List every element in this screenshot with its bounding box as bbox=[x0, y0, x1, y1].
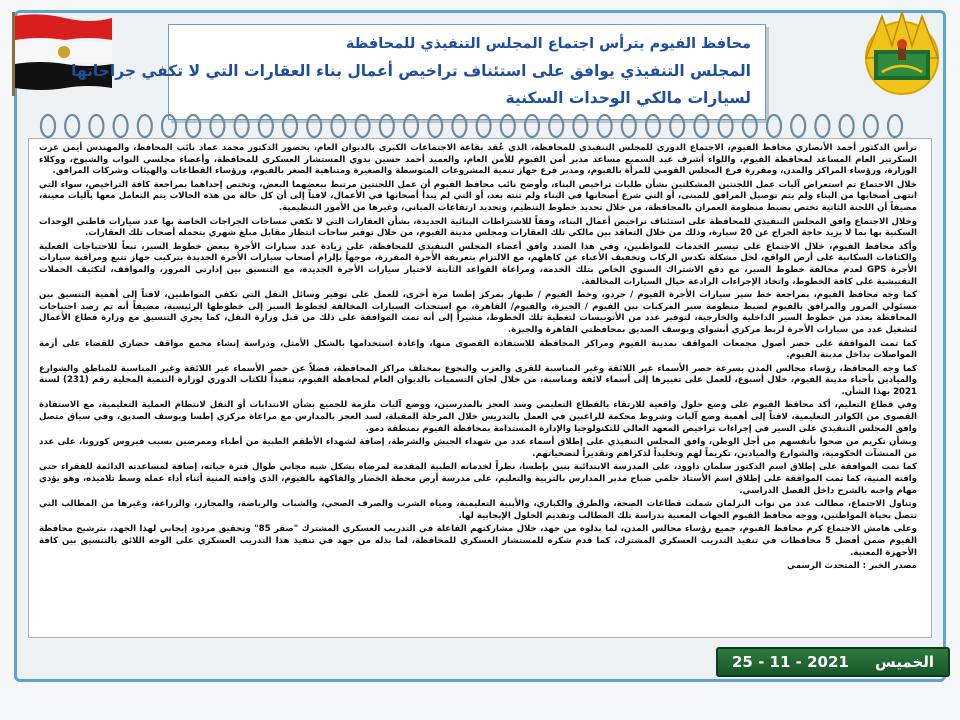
article-body bbox=[28, 138, 932, 638]
spiral-ring bbox=[864, 115, 878, 137]
headline-line-2: المجلس التنفيذي يوافق على استئناف تراخيص أعمال بناء العقارات التي لا تكفي جراجاتها bbox=[71, 62, 751, 80]
article-paragraph-3: وخلال الاجتماع وافق المجلس التنفيذي للمحافظة على استئناف تراخيص أعمال البناء، وفقاً للاشتراطات البنائية الجديدة، بشأن العقارات التي لا تكفي مساحات الجراجات الخاصة بها عدد سيارات قاطني الوحدات السكنية بها بما لا يزيد حاجة الجراج عن 20 سيارة، وذلك من خلال التعاقد بين مالكي تلك العقارات ومجلس مدينة الفيوم، من خلال توفير ساحات انتظار مقابل مبلغ شهري يتحمله أصحاب تلك العقارات. bbox=[39, 216, 917, 239]
spiral-ring bbox=[598, 115, 612, 137]
article-paragraph-12: وعلى هامش الاجتماع كرم محافظ الفيوم، جميع رؤساء مجالس المدن، لما بذلوه من جهد، خلال مشاركتهم الفاعلة في التدريب العسكري المشترك "صقر 85" وتحقيق مردود إيجابي لهذا الجهد، بترشيح محافظة الفيوم ضمن أفضل 5 محافظات في تنفيذ التدريب العسكري المشترك، كما قدم شكره للمستشار العسكري للمحافظة، لما بذله من جهد في تنفيذ هذا التدريب العسكري على الوجه اللائق بالتنسيق بين كافة الأجهزة المعنية. bbox=[39, 524, 917, 558]
spiral-ring bbox=[743, 115, 757, 137]
spiral-ring bbox=[356, 115, 370, 137]
spiral-ring bbox=[767, 115, 781, 137]
spiral-binding-icon bbox=[34, 112, 924, 140]
spiral-ring bbox=[670, 115, 684, 137]
spiral-ring bbox=[888, 115, 902, 137]
article-paragraph-7: كما وجه المحافظ، رؤساء مجالس المدن بسرعة حصر الأسماء غير اللائقة وغير المناسبة للقرى والعزب والنجوع بمختلف مراكز المحافظة، فضلاً عن حصر الأسماء غير اللائقة وغير المناسبة للمناطق والشوارع والميادين بأحياء مدينة الفيوم، خلال أسبوع، للعمل على تغييرها إلى أسماء لائقة ومناسبة، من خلال لجان التسميات بالديوان العام لمحافظة الفيوم، تنفيذاً للكتاب الدوري لوزارة التنمية المحلية رقم (231) لسنة 2021 بهذا الشأن. bbox=[39, 363, 917, 397]
spiral-ring bbox=[477, 115, 491, 137]
spiral-ring bbox=[114, 115, 128, 137]
spiral-ring bbox=[307, 115, 321, 137]
spiral-ring bbox=[259, 115, 273, 137]
article-paragraph-6: كما تمت الموافقة على حصر أصول مجمعات المواقف بمدينة الفيوم ومراكز المحافظة للاستفادة القصوى منها، وإعادة استخدامها بالشكل الأمثل، ودراسة إنشاء مجمع مواقف حضاري للقضاء على أزمة المواصلات بداخل مدينة الفيوم. bbox=[39, 338, 917, 361]
spiral-ring bbox=[162, 115, 176, 137]
spiral-ring bbox=[235, 115, 249, 137]
spiral-ring bbox=[791, 115, 805, 137]
headline-box bbox=[71, 24, 766, 120]
article-paragraph-1: ترأس الدكتور أحمد الأنصاري محافظ الفيوم، الاجتماع الدوري للمجلس التنفيذي للمحافظة، الذي عُقد بقاعة الاجتماعات الكبرى بالديوان العام، بحضور الدكتور محمد عماد نائب المحافظ، والمهندس أيمن عزت السكرتير العام المساعد لمحافظة الفيوم، واللواء أشرف عبد السميع مساعد مدير أمن الفيوم للأمن العام، والعميد أحمد حسين بدوي المستشار العسكري للمحافظة، وأعضاء مجلسي النواب والشيوخ، ووكلاء الوزارة، ورؤساء المراكز والمدن، ومقررة فرع المجلس القومي للمرأة بالفيوم، ومدير فرع جهاز تنمية المشروعات المتوسطة والصغيرة ومتناهية الصغر بالفيوم، ورؤساء القطاعات والهيئات وشركات المرافق. bbox=[39, 143, 917, 177]
spiral-ring bbox=[138, 115, 152, 137]
article-paragraph-8: وفي قطاع التعليم، أكد محافظ الفيوم على وضع حلول واقعية للارتقاء بالقطاع التعليمي وسد العجز بالمدرسين، ووضع آليات ملزمة للجميع بشأن الانتدابات أو النقل لانتظام العملية التعليمية، مع الاستفادة القصوى من الكوادر التعليمية، لافتاً إلى أهمية وضع آليات وشروط محكمة للراغبين في العمل بالتدريس خلال المرحلة المقبلة، لسد العجز بالمدارس مع مراعاة مركزي إطسا ويوسف الصديق، وفي سياق متصل وافق المجلس التنفيذي على السير في إجراءات تراخيص المعهد العالي للتكنولوجيا والإدارة المستدامة بمحافظة الفيوم بمنطقة دمو. bbox=[39, 400, 917, 434]
article-paragraph-10: كما تمت الموافقة على إطلاق اسم الدكتور سلمان داوود، على المدرسة الابتدائية بنين بإطسا، نظراً لخدماته الطبية المقدمة لمرضاه بشكل شبه مجاني طوال فترة حياته، إضافة لمساعدته الدائمة للفقراء حتى وافته المنية، كما تمت الموافقة على إطلاق اسم الأستاذ حلمي صباح مدير المدارس بالتربية والتعليم، على مدرسة أرض محطة الخضار والفاكهة بالفيوم، الذي وافته المنية أثناء أداء عمله وسط تلاميذه، وهو يؤدي مهام واجبه بالشرح داخل الفصل الدراسي. bbox=[39, 462, 917, 496]
spiral-ring bbox=[525, 115, 539, 137]
spiral-ring bbox=[719, 115, 733, 137]
headline-line-1: محافظ الفيوم يترأس اجتماع المجلس التنفيذي للمحافظة bbox=[345, 36, 751, 52]
date-value: 25 - 11 - 2021 bbox=[732, 653, 849, 671]
spiral-ring bbox=[210, 115, 224, 137]
spiral-ring bbox=[380, 115, 394, 137]
date-bar bbox=[716, 647, 950, 677]
spiral-ring bbox=[65, 115, 79, 137]
spiral-ring bbox=[622, 115, 636, 137]
fayoum-governorate-logo-icon bbox=[852, 6, 952, 106]
spiral-ring bbox=[428, 115, 442, 137]
spiral-ring bbox=[89, 115, 103, 137]
spiral-ring bbox=[815, 115, 829, 137]
spiral-ring bbox=[283, 115, 297, 137]
spiral-ring bbox=[573, 115, 587, 137]
news-source: مصدر الخبر : المتحدث الرسمي bbox=[787, 561, 917, 572]
spiral-ring bbox=[41, 115, 55, 137]
spiral-ring bbox=[840, 115, 854, 137]
article-paragraph-2: خلال الاجتماع تم استعراض آليات عمل اللجنتين المشكلتين بشأن طلبات تراخيص البناء، وأوضح نائب محافظ الفيوم أن عمل اللجنتين مرتبط ببعضهما البعض، وتختص إحداهما بمراجعة كافة التراخيص، سواء التي انتهى أصحابها من البناء ولم يتم توصيل المرافق للمبنى، أو التي شرع أصحابها في البناء ولم تنته بعد، أو التي لم يبدأ أصحابها في الأعمال، لافتاً إلى أن كل حالة من هذه الحالات يتم التعامل معها بآليات معينة، مضيفاً أن اللجنة الثانية تختص بضبط منظومة العمران بالمحافظة، من خلال تحديد خطوط التنظيم، وتحديد ارتفاعات المباني، وغيرها من الأمور التنظيمية. bbox=[39, 179, 917, 213]
spiral-ring bbox=[186, 115, 200, 137]
spiral-ring bbox=[694, 115, 708, 137]
spiral-ring bbox=[452, 115, 466, 137]
article-paragraph-5: كما وجه محافظ الفيوم، بمراجعة خط سير سيارات الأجرة الفيوم / جردو، وخط الفيوم / طبهار بمركز إطسا مرة أخرى، للعمل على توفير وسائل النقل التي تكفي المواطنين، لافتاً إلى أهمية التنسيق بين مسئولي المرور والمرافق بالفيوم لضبط منظومة سير المركبات بين الفيوم / الجيزة، والفيوم/ القاهرة، مع استحداث السيارات المخالفة لخطوط السير إلى خطوطها الرئيسية، مضيفاً أنه تم رصد احتياجات المحافظة بعدد من خطوط السير الداخلية والخارجية، لتوفير عدد من الأتوبيسات لتغطية تلك الخطوط، مشيراً إلى أنه تمت الموافقة على ذلك من قبل وزارة النقل، كما يجري التنسيق مع وزارة قطاع الأعمال لتشغيل عدد من سيارات الأجرة لربط مركزي أبشواي ويوسف الصديق بمحافظتي القاهرة والجيزة. bbox=[39, 290, 917, 335]
date-day: الخميس bbox=[875, 653, 934, 671]
spiral-ring bbox=[331, 115, 345, 137]
spiral-ring bbox=[404, 115, 418, 137]
article-paragraph-11: وتناول الاجتماع، مطالب عدد من نواب البرلمان شملت قطاعات الصحة، والطرق والكباري، والأبنية التعليمية، ومياه الشرب والصرف الصحي، والشباب والرياضة، والمجازر، والزراعة، وغيرها من المطالب التي تتصل بحياة المواطنين، ووجه محافظ الفيوم الجهات المعنية بدراسة تلك المطالب وتقديم الحلول الإيجابية لها. bbox=[39, 499, 917, 521]
spiral-ring bbox=[501, 115, 515, 137]
headline-line-3: لسيارات مالكي الوحدات السكنية bbox=[505, 89, 751, 107]
spiral-ring bbox=[646, 115, 660, 137]
article-paragraph-9: وبشأن تكريم من ضحوا بأنفسهم من أجل الوطن، وافق المجلس التنفيذي على إطلاق أسماء عدد من شهداء الجيش والشرطة، إضافة لشهداء الأطقم الطبية من أطباء وممرضين بسبب فيروس كورونا، على عدد من المنشآت الحكومية، والشوارع والميادين، تكريماً لهم وتخليداً لذكراهم وتقديراً لتضحياتهم. bbox=[39, 437, 917, 459]
article-paragraph-4: وأكد محافظ الفيوم، خلال الاجتماع على تيسير الخدمات للمواطنين، وفي هذا الصدد وافق أعضاء المجلس التنفيذي للمحافظة، على زيادة عدد سيارات الأجرة ببعض خطوط السير، تبعاً للاحتياجات الفعلية والكثافات السكانية على أرض الواقع، لحل مشكلة تكدس الركاب وتخفيف الأعباء عن كاهلهم، مع الالتزام بتعريفة الأجرة المقررة، موجهاً بإلزام أصحاب سيارات الأجرة الجديدة بتركيب جهاز تتبع ومراقبة سيارات الأجرة GPS لعدم مخالفة خطوط السير، مع دفع الاشتراك السنوي الخاص بتلك الخدمة، ومراعاة القواعد الثابتة لاختيار سيارات الأجرة الجديدة، مع التنسيق بين إدارتي المرور، والمواقف، لتكثيف الحملات التفتيشية على كافة الخطوط، واتخاذ الإجراءات الرادعة حيال السيارات المخالفة. bbox=[39, 241, 917, 287]
spiral-ring bbox=[549, 115, 563, 137]
